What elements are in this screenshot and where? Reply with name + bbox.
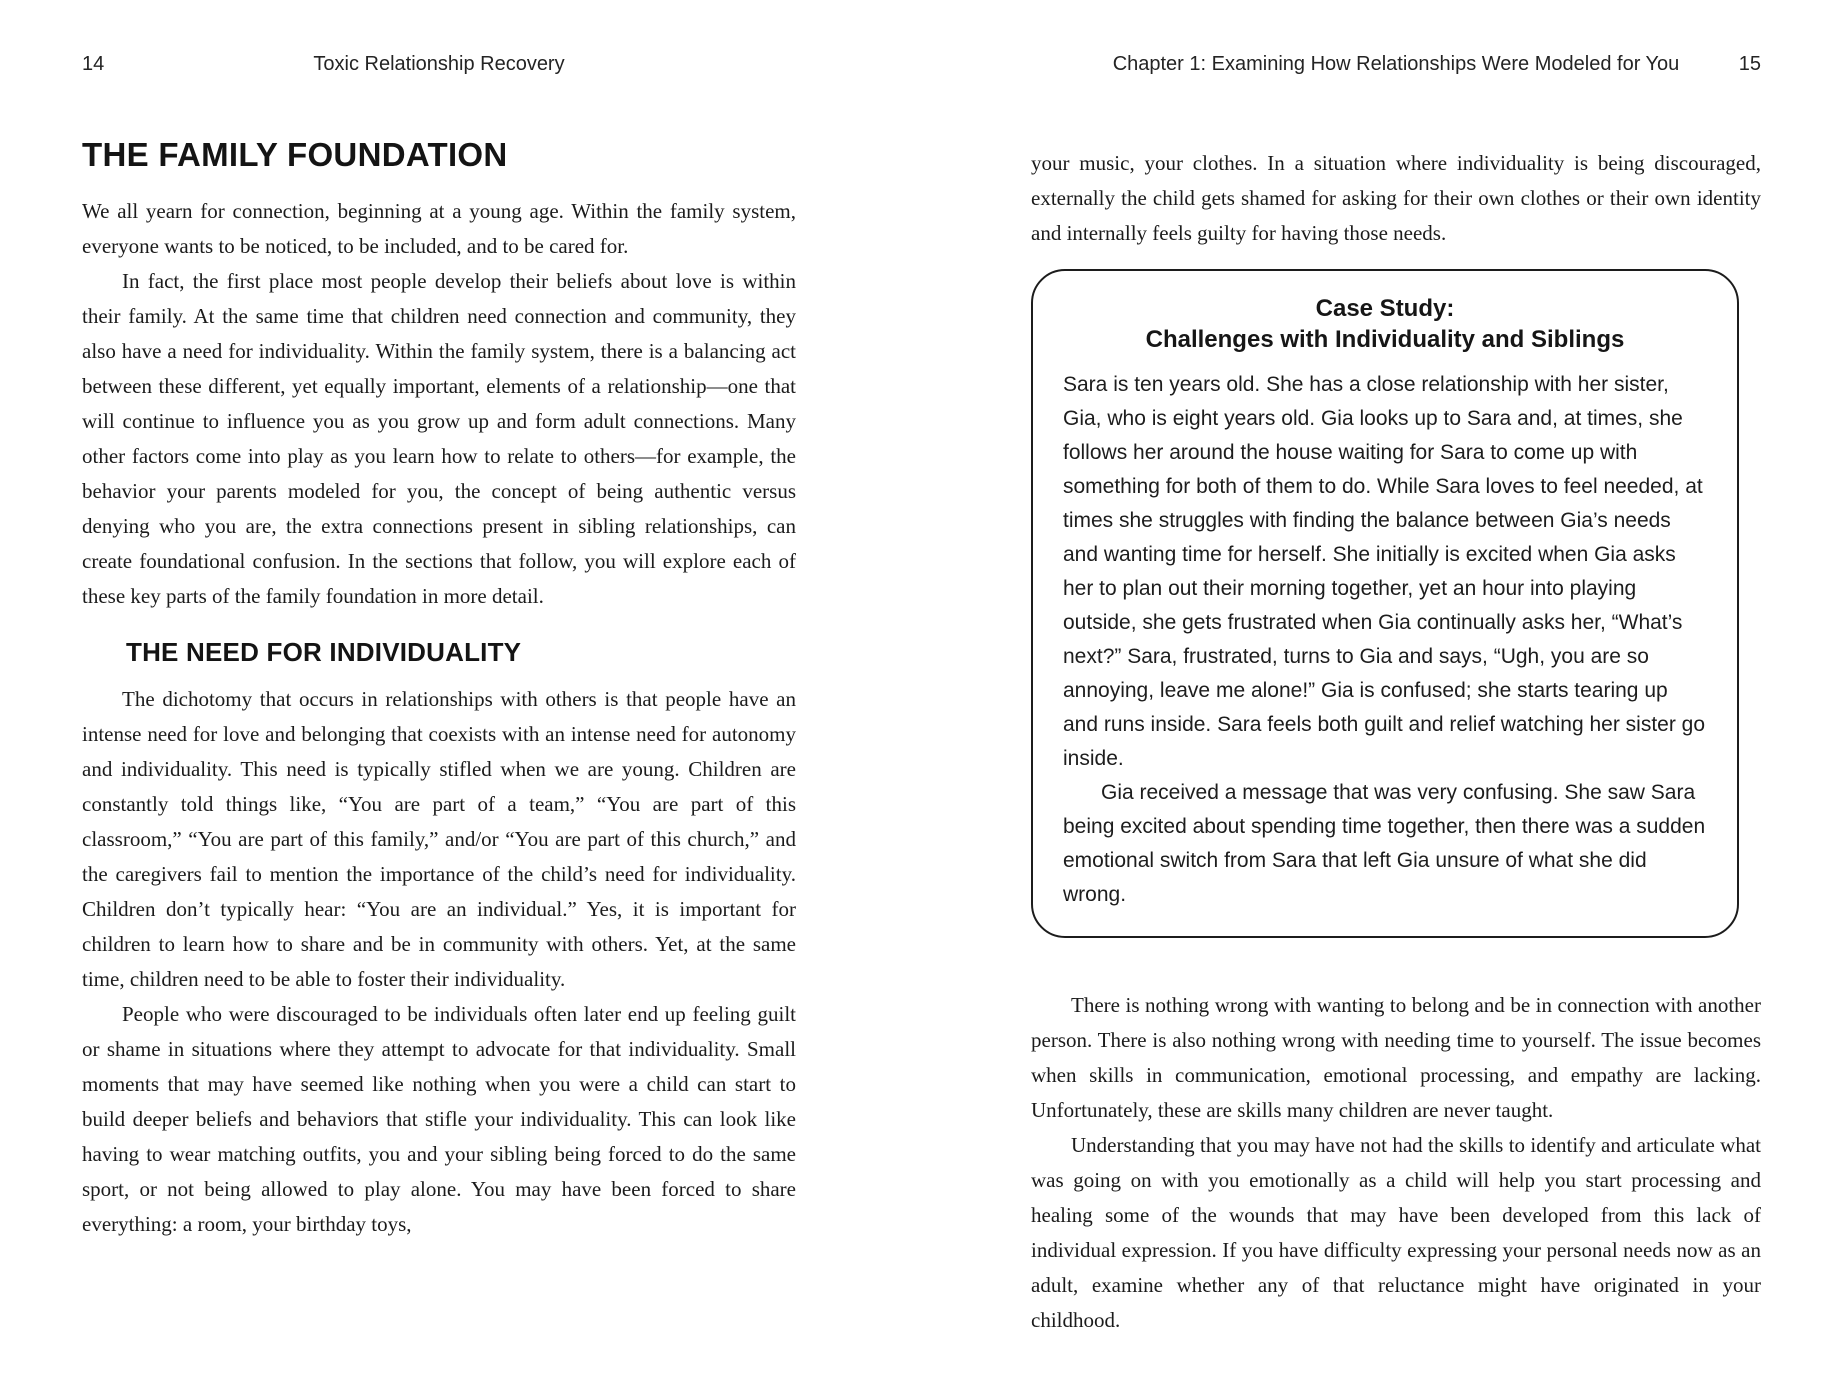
left-page-number: 14 xyxy=(82,53,105,75)
case-study-title xyxy=(1063,293,1707,355)
paragraph-right-2: There is nothing wrong with wanting to belong and be in connection with another person. There is also nothing wrong with needing time to yourself. The issue becomes when skills in communication, emotional processing, and empathy are lacking. Unfortunately, these are skills many children are never taught. xyxy=(1031,993,1761,1122)
right-running-head-title: Chapter 1: Examining How Relationships Were Modeled for You xyxy=(1112,53,1680,75)
page-right xyxy=(1031,0,1761,1338)
page-left xyxy=(82,0,796,1242)
section-heading-family-foundation: THE FAMILY FOUNDATION xyxy=(82,136,508,173)
right-page-content xyxy=(1031,0,1761,1338)
case-study-title-line2: Challenges with Individuality and Siblings xyxy=(1145,326,1625,353)
paragraph-left-4: People who were discouraged to be individuals often later end up feeling guilt or shame in situations where they attempt to advocate for that individuality. Small moments that may have seemed like nothing when you were a child can start to build deeper beliefs and behaviors that stifle your individuality. This can look like having to wear matching outfits, you and your sibling being forced to do the same sport, or not being allowed to play alone. You may have been forced to share everything: a room, your birthday toys, xyxy=(82,1002,796,1236)
paragraph-left-2: In fact, the first place most people develop their beliefs about love is within their family. At the same time that children need connection and community, they also have a need for individuality. Within the family system, there is a balancing act between these different, yet equally important, elements of a relationship—one that will continue to influence you as you grow up and form adult connections. Many other factors come into play as you learn how to relate to others—for example, the behavior your parents modeled for you, the concept of being authentic versus denying who you are, the extra connections present in sibling relationships, can create foundational confusion. In the sections that follow, you will explore each of these key parts of the family foundation in more detail. xyxy=(82,269,796,608)
left-running-header xyxy=(82,50,796,78)
left-running-head-title: Toxic Relationship Recovery xyxy=(313,53,565,75)
right-running-header xyxy=(1031,50,1761,78)
case-study-paragraph-2: Gia received a message that was very confusing. She saw Sara being excited about spending time together, then there was a sudden emotional switch from Sara that left Gia unsure of what she did wrong. xyxy=(1063,781,1706,906)
left-page-content xyxy=(82,0,796,1242)
paragraph-left-3: The dichotomy that occurs in relationships with others is that people have an intense need for love and belonging that coexists with an intense need for autonomy and individuality. This need is typically stifled when we are young. Children are constantly told things like, “You are part of a team,” “You are part of this classroom,” “You are part of this family,” and/or “You are part of this church,” and the caregivers fail to mention the importance of the child’s need for individuality. Children don’t typically hear: “You are an individual.” Yes, it is important for children to learn how to share and be in community with others. Yet, at the same time, children need to be able to foster their individuality. xyxy=(82,687,796,991)
case-study-box xyxy=(1031,269,1739,938)
right-page-number: 15 xyxy=(1738,53,1761,75)
paragraph-left-1: We all yearn for connection, beginning at a young age. Within the family system, everyone wants to be noticed, to be included, and to be cared for. xyxy=(82,199,796,258)
subsection-heading-need-for-individuality: THE NEED FOR INDIVIDUALITY xyxy=(126,637,522,667)
paragraph-right-1: your music, your clothes. In a situation where individuality is being discouraged, externally the child gets shamed for asking for their own clothes or their own identity and internally feels guilty for having those needs. xyxy=(1031,151,1761,245)
case-study-title-line1: Case Study: xyxy=(1315,295,1455,322)
case-study-paragraph-1: Sara is ten years old. She has a close relationship with her sister, Gia, who is eight years old. Gia looks up to Sara and, at times, she follows her around the house waiting for Sara to come up with something for both of them to do. While Sara loves to feel needed, at times she struggles with finding the balance between Gia’s needs and wanting time for herself. She initially is excited when Gia asks her to plan out their morning together, yet an hour into playing outside, she gets frustrated when Gia continually asks her, “What’s next?” Sara, frustrated, turns to Gia and says, “Ugh, you are so annoying, leave me alone!” Gia is confused; she starts tearing up and runs inside. Sara feels both guilt and relief watching her sister go inside. xyxy=(1063,373,1706,770)
paragraph-right-3: Understanding that you may have not had the skills to identify and articulate what was going on with you emotionally as a child will help you start processing and healing some of the wounds that may have been developed from this lack of individual expression. If you have difficulty expressing your personal needs now as an adult, examine whether any of that reluctance might have originated in your childhood. xyxy=(1031,1133,1761,1332)
